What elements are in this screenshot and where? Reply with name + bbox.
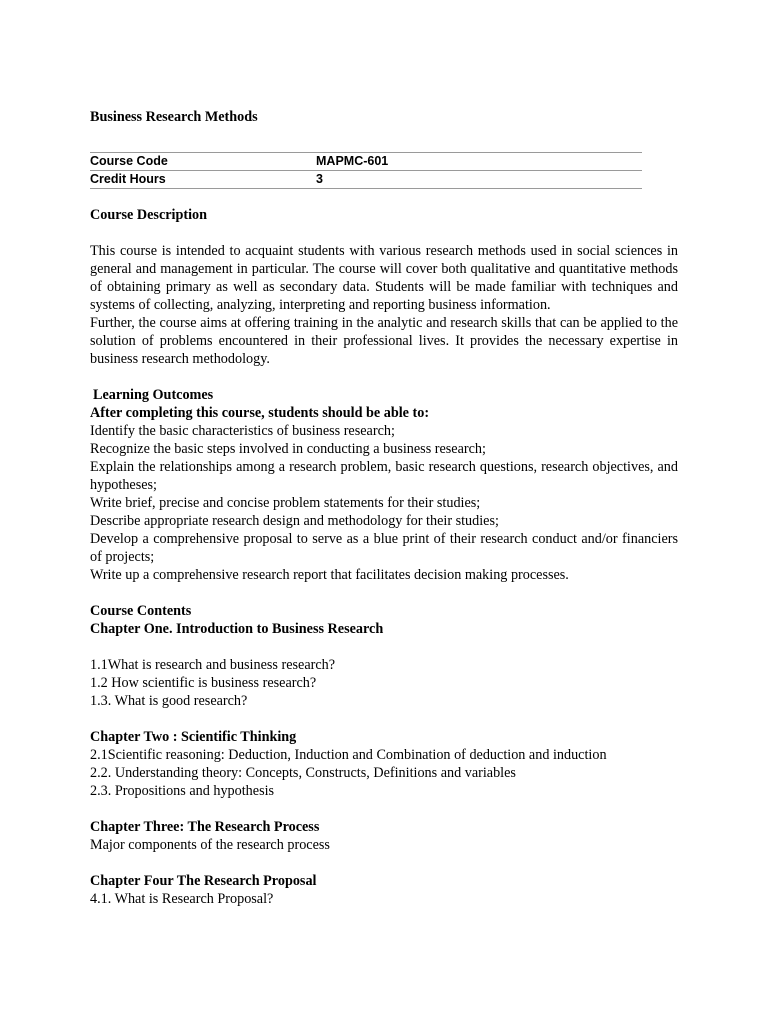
list-item: Explain the relationships among a research problem, basic research questions, research objectives, and hypotheses; [90,459,678,493]
course-code-value: MAPMC-601 [316,153,642,171]
list-item: Write up a comprehensive research report that facilitates decision making processes. [90,567,569,583]
chapter-two-title: Chapter Two : Scientific Thinking [90,729,297,745]
list-item: Identify the basic characteristics of business research; [90,423,395,439]
table-row [90,153,642,171]
list-item: Write brief, precise and concise problem statements for their studies; [90,495,481,511]
list-item: 1.2 How scientific is business research? [90,675,317,691]
list-item: 2.2. Understanding theory: Concepts, Constructs, Definitions and variables [90,765,516,781]
table-row [90,171,642,189]
learning-outcomes-intro: After completing this course, students should be able to: [90,405,430,421]
course-contents-heading: Course Contents [90,603,192,619]
list-item: Develop a comprehensive proposal to serve as a blue print of their research conduct and/or financiers of projects; [90,531,678,565]
description-paragraph: This course is intended to acquaint students with various research methods used in social sciences in general and management in particular. The course will cover both qualitative and quantitative methods of obtaining primary as well as secondary data. Students will be made familiar with techniques and systems of collecting, analyzing, interpreting and reporting business information. [90,243,678,313]
description-paragraph: Further, the course aims at offering training in the analytic and research skills that can be applied to the solution of problems encountered in their professional lives. It provides the necessary expertise in business research methodology. [90,315,678,367]
list-item: Describe appropriate research design and methodology for their studies; [90,513,499,529]
chapter-four-title: Chapter Four The Research Proposal [90,873,317,889]
chapter-one-title: Chapter One. Introduction to Business Research [90,621,384,637]
document-title: Business Research Methods [90,109,258,125]
course-info-table [90,152,642,189]
course-code-label: Course Code [90,153,316,171]
list-item: Major components of the research process [90,837,330,853]
credit-hours-label: Credit Hours [90,171,316,189]
list-item: 1.3. What is good research? [90,693,248,709]
course-description-heading: Course Description [90,207,208,223]
list-item: 4.1. What is Research Proposal? [90,891,274,907]
document-page [90,108,678,908]
list-item: Recognize the basic steps involved in conducting a business research; [90,441,486,457]
list-item: 2.3. Propositions and hypothesis [90,783,275,799]
list-item: 2.1Scientific reasoning: Deduction, Induction and Combination of deduction and induction [90,747,607,763]
credit-hours-value: 3 [316,171,642,189]
list-item: 1.1What is research and business research? [90,657,336,673]
chapter-three-title: Chapter Three: The Research Process [90,819,320,835]
learning-outcomes-heading: Learning Outcomes [93,387,214,403]
